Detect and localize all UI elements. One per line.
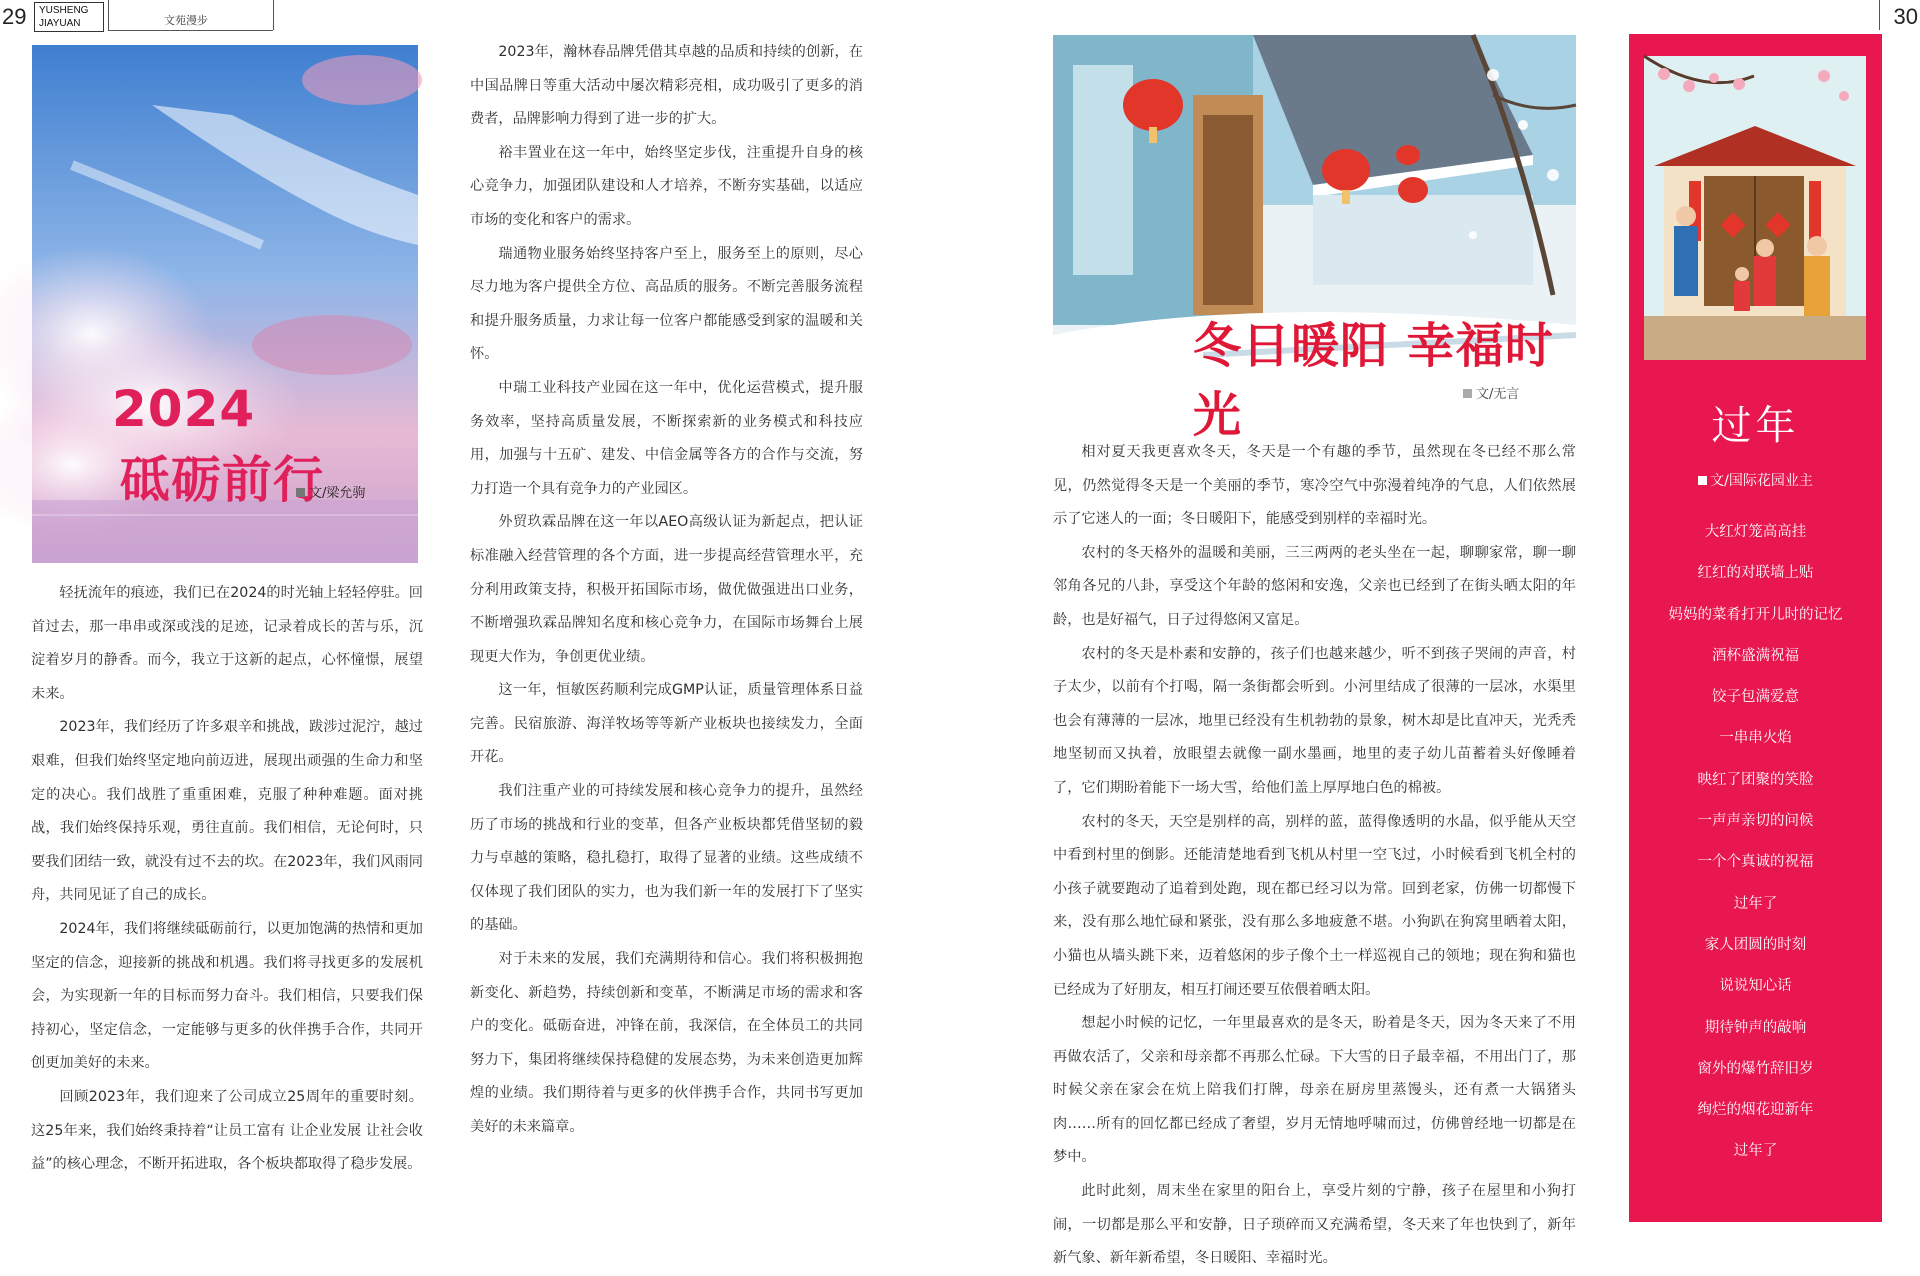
poem-line: 酒杯盛满祝福 xyxy=(1712,647,1799,664)
header-rule xyxy=(108,30,273,31)
paragraph: 回顾2023年，我们迎来了公司成立25周年的重要时刻。这25年来，我们始终秉持着“让员工富有 让企业发展 让社会收益”的核心理念，不断开拓进取，各个板块都取得了稳步发展。 xyxy=(31,1088,423,1173)
paragraph: 想起小时候的记忆，一年里最喜欢的是冬天，盼着是冬天，因为冬天来了不用再做农活了，父亲和母亲都不再那么忙碌。下大雪的日子最幸福，不用出门了，那时候父亲在家会在炕上陪我们打牌，母亲在厨房里蒸馒头，还有煮一大锅猪头肉……所有的回忆都已经成了奢望，岁月无情地呼啸而过，仿佛曾经地一切都是在梦中。 xyxy=(1053,1015,1576,1166)
paragraph: 裕丰置业在这一年中，始终坚定步伐，注重提升自身的核心竞争力，加强团队建设和人才培养，不断夯实基础，以适应市场的变化和客户的需求。 xyxy=(470,144,863,228)
poem-line: 一串串火焰 xyxy=(1719,730,1792,747)
paragraph: 对于未来的发展，我们充满期待和信心。我们将积极拥抱新变化、新趋势，持续创新和变革，不断满足市场的需求和客户的变化。砥砺奋进，冲锋在前，我深信，在全体员工的共同努力下，集团将继续保持稳健的发展态势，为未来创造更加辉煌的业绩。我们期待着与更多的伙伴携手合作，共同书写更加美好的未来篇章。 xyxy=(470,951,863,1135)
logo-line-2: JIAYUAN xyxy=(39,18,81,29)
poem-line: 过年了 xyxy=(1733,895,1778,912)
poem-line: 一声声亲切的问候 xyxy=(1697,813,1814,830)
poem-author: 文/国际花园业主 xyxy=(1629,470,1882,490)
paragraph: 中瑞工业科技产业园在这一年中，优化运营模式，提升服务效率，坚持高质量发展，不断探索新的业务模式和科技应用，加强与十五矿、建发、中信金属等各方的合作与交流，努力打造一个具有竞争力的产业园区。 xyxy=(470,379,863,497)
section-title: 文苑漫步 xyxy=(164,14,208,27)
article2-title-overlay xyxy=(1053,35,1576,443)
article2-author: 文/无言 xyxy=(1463,383,1519,402)
poem-title: 过年 xyxy=(1711,403,1800,449)
paragraph: 我们注重产业的可持续发展和核心竞争力的提升，虽然经历了市场的挑战和行业的变革，但各产业板块都凭借坚韧的毅力与卓越的策略，稳扎稳打，取得了显著的业绩。这些成绩不仅体现了我们团队的实力，也为我们新一年的发展打下了坚实的基础。 xyxy=(470,783,863,934)
paragraph: 2024年，我们将继续砥砺前行，以更加饱满的热情和更加坚定的信念，迎接新的挑战和机遇。我们将寻找更多的发展机会，为实现新一年的目标而努力奋斗。我们相信，只要我们保持初心，坚定信念，一定能够与更多的伙伴携手合作，共同开创更加美好的未来。 xyxy=(31,920,423,1072)
poem-line: 饺子包满爱意 xyxy=(1712,689,1799,706)
paragraph: 轻抚流年的痕迹，我们已在2024的时光轴上轻轻停驻。回首过去，那一串串或深或浅的足迹，记录着成长的苦与乐，沉淀着岁月的静香。而今，我立于这新的起点，心怀憧憬，展望未来。 xyxy=(31,585,423,702)
poem-line: 绚烂的烟花迎新年 xyxy=(1697,1102,1814,1119)
paragraph: 瑞通物业服务始终坚持客户至上，服务至上的原则，尽心尽力地为客户提供全方位、高品质的服务。不断完善服务流程和提升服务质量，力求让每一位客户都能感受到家的温暖和关怀。 xyxy=(470,245,863,363)
poem-line: 家人团圆的时刻 xyxy=(1704,936,1807,953)
page-number-right: 30 xyxy=(1893,4,1918,29)
article1-title-year: 2024 xyxy=(112,380,256,438)
article1-title: 砥砺前行 xyxy=(120,451,324,509)
header-divider xyxy=(108,0,109,30)
header-divider xyxy=(273,0,274,30)
paragraph: 农村的冬天是朴素和安静的，孩子们也越来越少，听不到孩子哭闹的声音，村子太少，以前有个打喝，隔一条街都会听到。小河里结成了很薄的一层冰，水渠里也会有薄薄的一层冰，地里已经没有生机勃勃的景象，树木却是比直冲天，光秃秃地坚韧而又执着，放眼望去就像一副水墨画，地里的麦子幼儿苗蓄着头好像睡着了，它们期盼着能下一场大雪，给他们盖上厚厚地白色的棉被。 xyxy=(1053,645,1576,796)
poem-line: 妈妈的菜肴打开儿时的记忆 xyxy=(1668,606,1843,623)
paragraph: 2023年，瀚林春品牌凭借其卓越的品质和持续的创新，在中国品牌日等重大活动中屡次精彩亮相，成功吸引了更多的消费者，品牌影响力得到了进一步的扩大。 xyxy=(470,44,863,128)
article2-column xyxy=(1053,436,1576,1276)
poem-line: 窗外的爆竹辞旧岁 xyxy=(1697,1060,1814,1077)
paragraph: 这一年，恒敏医药顺利完成GMP认证，质量管理体系日益完善。民宿旅游、海洋牧场等等新产业板块也接续发力，全面开花。 xyxy=(470,682,863,766)
poem-line: 大红灯笼高高挂 xyxy=(1704,524,1807,540)
poem-line: 映红了团聚的笑脸 xyxy=(1697,771,1814,788)
page-number-left: 29 xyxy=(2,4,27,29)
poem-line: 过年了 xyxy=(1733,1143,1778,1160)
article2-title: 冬日暖阳 幸福时光 xyxy=(1193,318,1554,443)
magazine-logo xyxy=(34,2,104,32)
article1-author: 文/梁允驹 xyxy=(296,482,365,501)
article1-column-2 xyxy=(470,36,863,1145)
header-divider xyxy=(1879,0,1880,30)
poem-line: 一个个真诚的祝福 xyxy=(1697,854,1814,871)
poem-line: 红红的对联墙上贴 xyxy=(1697,565,1814,582)
poem-body xyxy=(1629,512,1882,1173)
poem-line: 期待钟声的敲响 xyxy=(1704,1019,1807,1036)
paragraph: 此时此刻，周末坐在家里的阳台上，享受片刻的宁静，孩子在屋里和小狗打闹，一切都是那么平和安静，日子琐碎而又充满希望，冬天来了年也快到了，新年新气象、新年新希望，冬日暖阳、幸福时光。 xyxy=(1053,1183,1576,1267)
paragraph: 外贸玖霖品牌在这一年以AEO高级认证为新起点，把认证标准融入经营管理的各个方面，进一步提高经营管理水平，充分利用政策支持，积极开拓国际市场，做优做强进出口业务，不断增强玖霖品牌知名度和核心竞争力，在国际市场舞台上展现更大作为，争创更优业绩。 xyxy=(470,514,863,665)
paragraph: 相对夏天我更喜欢冬天，冬天是一个有趣的季节，虽然现在冬已经不那么常见，仍然觉得冬天是一个美丽的季节，寒冷空气中弥漫着纯净的气息，人们依然展示了它迷人的一面；冬日暖阳下，能感受到别样的幸福时光。 xyxy=(1053,444,1576,528)
logo-line-1: YUSHENG xyxy=(39,5,89,16)
article1-column-1 xyxy=(31,577,423,1182)
paragraph: 农村的冬天格外的温暖和美丽，三三两两的老头坐在一起，聊聊家常，聊一聊邻角各兄的八卦，享受这个年龄的悠闲和安逸，父亲也已经到了在街头晒太阳的年龄，也是好福气，日子过得悠闲又富足。 xyxy=(1053,544,1576,628)
paragraph: 2023年，我们经历了许多艰辛和挑战，跋涉过泥泞，越过艰难，但我们始终坚定地向前迈进，展现出顽强的生命力和坚定的决心。我们战胜了重重困难，克服了种种难题。面对挑战，我们始终保持乐观，勇往直前。我们相信，无论何时，只要我们团结一致，就没有过不去的坎。在2023年，我们风雨同舟，共同见证了自己的成长。 xyxy=(31,719,423,904)
poem-panel xyxy=(1629,34,1882,1222)
poem-line: 说说知心话 xyxy=(1719,978,1792,995)
paragraph: 农村的冬天，天空是别样的高，别样的蓝，蓝得像透明的水晶，似乎能从天空中看到村里的倒影。还能清楚地看到飞机从村里一空飞过，小时候看到飞机全村的小孩子就要跑动了追着到处跑，现在都已经习以为常。回到老家，仿佛一切都慢下来，没有那么地忙碌和紧张，没有那么多地疲惫不堪。小狗趴在狗窝里晒着太阳，小猫也从墙头跳下来，迈着悠闲的步子像个土一样巡视自己的领地；现在狗和猫也已经成为了好朋友，相互打闹还要互依偎着晒太阳。 xyxy=(1053,813,1576,998)
new-year-family-illustration xyxy=(1644,56,1866,360)
